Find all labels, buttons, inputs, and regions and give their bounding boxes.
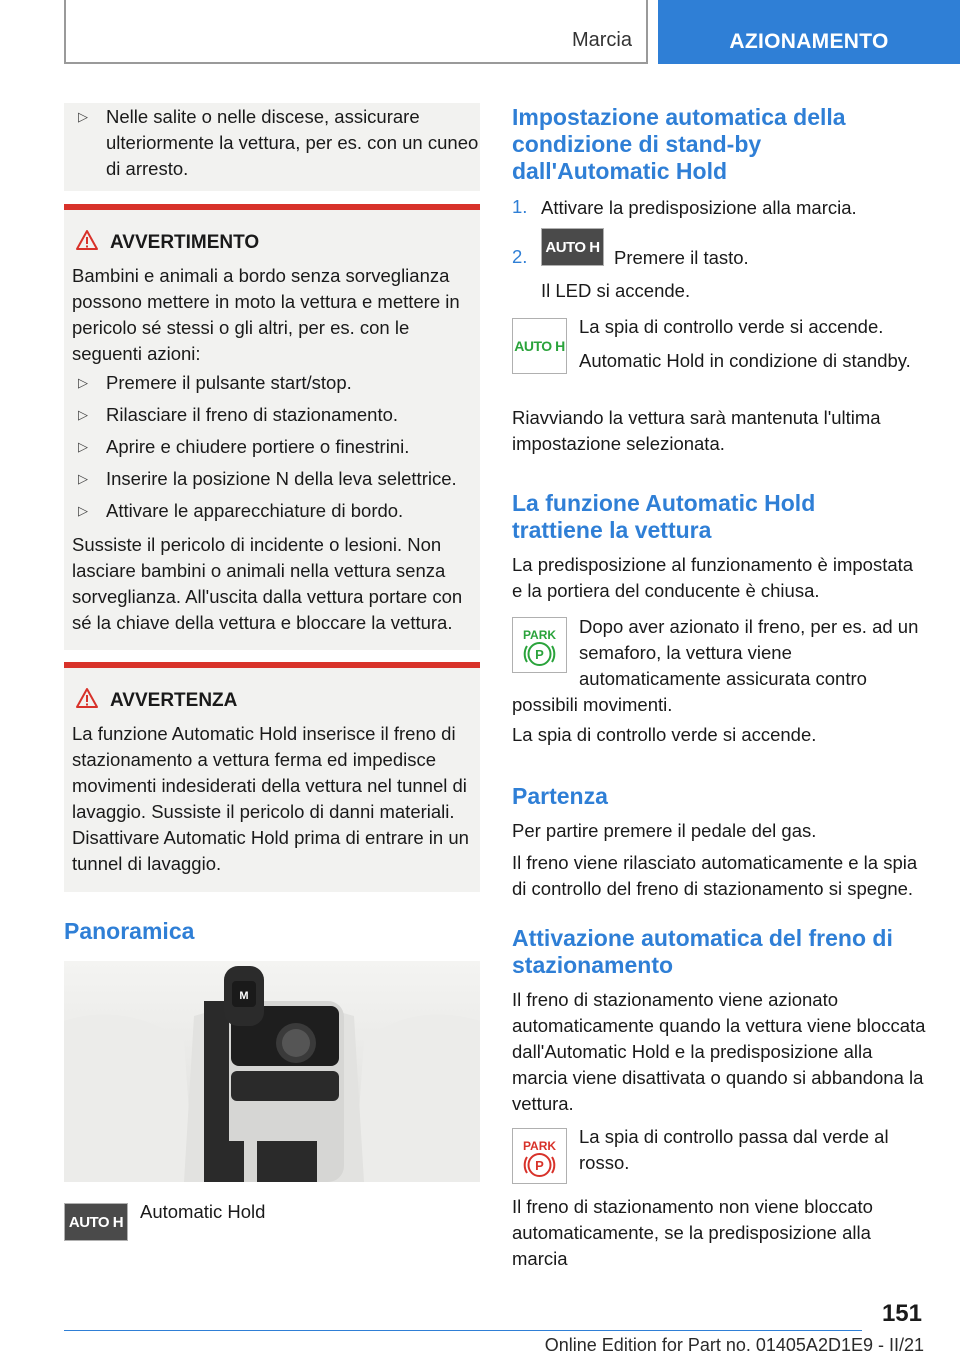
section-heading: Impostazione automatica della condizione di stand-by dall'Automatic Hold [512,104,846,184]
section-heading: La funzione Automatic Hold trattiene la vettura [512,490,816,543]
section-heading: Panoramica [64,918,195,944]
paragraph: Per partire premere il pedale del gas. [512,820,817,841]
bullet-triangle-icon: ▷ [78,375,88,390]
page-number: 151 [881,1300,922,1327]
park-label: PARK [522,628,557,642]
step-text: Attivare la predisposizione alla marcia. [541,197,857,218]
console-m-logo: M [239,990,249,1002]
auto-h-button-icon: AUTO H [541,228,604,266]
icon-caption: Automatic Hold [140,1201,266,1222]
footer-edition: Online Edition for Part no. 01405A2D1E9 - II/21 [544,1335,924,1355]
header-section-box [64,0,648,64]
paragraph: La predisposizione al funzionamento è impostata e la portiera del conducente è chiusa. [512,554,914,601]
auto-h-button-icon: AUTO H [64,1203,128,1241]
paragraph: La spia di controllo verde si accende. [512,724,817,745]
header-chapter: AZIONAMENTO [729,30,889,53]
header-chapter-box [658,0,960,64]
park-letter: P [535,647,544,662]
list-item: ▷ Premere il pulsante start/stop. [64,370,474,396]
park-label: PARK [522,1139,557,1153]
paragraph: Il freno viene rilasciato automaticamente e la spia di controllo del freno di stazionamento si spegne. [512,852,918,899]
indicator-line: La spia di controllo verde si accende. [579,316,884,337]
indicator-line: Automatic Hold in condizione di standby. [579,350,911,371]
footer-divider [64,1330,862,1331]
led-note: Il LED si accende. [541,280,691,301]
auto-h-indicator-icon: AUTO H [512,318,567,374]
step-text: Premere il tasto. [614,247,749,268]
list-item: ▷ Inserire la posizione N della leva selettrice. [64,466,474,492]
bullet-triangle-icon: ▷ [78,439,88,454]
paragraph: Il freno di stazionamento non viene bloccato automaticamente, se la predisposizione alla marcia [512,1196,873,1269]
warning-title: AVVERTIMENTO [110,232,260,253]
park-text: La spia di controllo passa dal verde al rosso. [579,1126,889,1173]
park-icon [513,1129,566,1183]
warning-bullet-list [64,370,474,524]
warning-title: AVVERTENZA [110,690,238,711]
step-number: 1. [512,196,528,217]
list-item: ▷ Rilasciare il freno di stazionamento. [64,402,474,428]
warning-text: Bambini e animali a bordo senza sorveglianza possono mettere in moto la vettura e mettere in pericolo sé stessi o gli altri, per es. con le seguenti azioni: [72,265,460,364]
top-bullet: ▷ Nelle salite o nelle discese, assicurare ulteriormente la vettura, per es. con un cuneo di arresto. [78,106,479,179]
list-item: ▷ Attivare le apparecchiature di bordo. [64,498,474,524]
bullet-triangle-icon: ▷ [78,109,88,124]
bullet-triangle-icon: ▷ [78,407,88,422]
bullet-triangle-icon: ▷ [78,503,88,518]
park-text: Dopo aver azionato il freno, per es. ad un semaforo, la vettura viene automaticamente assicurata contro possibili movimenti. [512,616,919,715]
warning-triangle-icon [75,229,99,251]
list-item: ▷ Aprire e chiudere portiere o finestrini. [64,434,474,460]
paragraph: Il freno di stazionamento viene azionato automaticamente quando la vettura viene bloccata dall'Automatic Hold e la predisposizione alla marcia viene disattivata o quando si abbandona la vettura. [512,989,926,1114]
park-red-indicator-icon [512,1128,567,1184]
warning-outro: Sussiste il pericolo di incidente o lesioni. Non lasciare bambini o animali nella vettura senza sorveglianza. All'uscita dalla vettura portare con sé la chiave della vettura e bloccare la vettura. [72,534,463,633]
paragraph: Riavviando la vettura sarà mantenuta l'ultima impostazione selezionata. [512,407,881,454]
bullet-triangle-icon: ▷ [78,471,88,486]
section-heading: Attivazione automatica del freno di stazionamento [512,925,893,978]
center-console-illustration [64,961,480,1182]
console-image [64,961,480,1182]
warning-text: La funzione Automatic Hold inserisce il freno di stazionamento a vettura ferma ed impedisce movimenti indesiderati della vettura nel tunnel di lavaggio. Sussiste il pericolo di danni materiali. Disattivare Automatic Hold prima di entrare in un tunnel di lavaggio. [72,723,469,874]
float-spacer [512,614,579,686]
warning-triangle-icon [75,687,99,709]
park-letter: P [535,1158,544,1173]
section-heading: Partenza [512,783,608,809]
header-section: Marcia [571,29,632,51]
step-number: 2. [512,246,528,267]
